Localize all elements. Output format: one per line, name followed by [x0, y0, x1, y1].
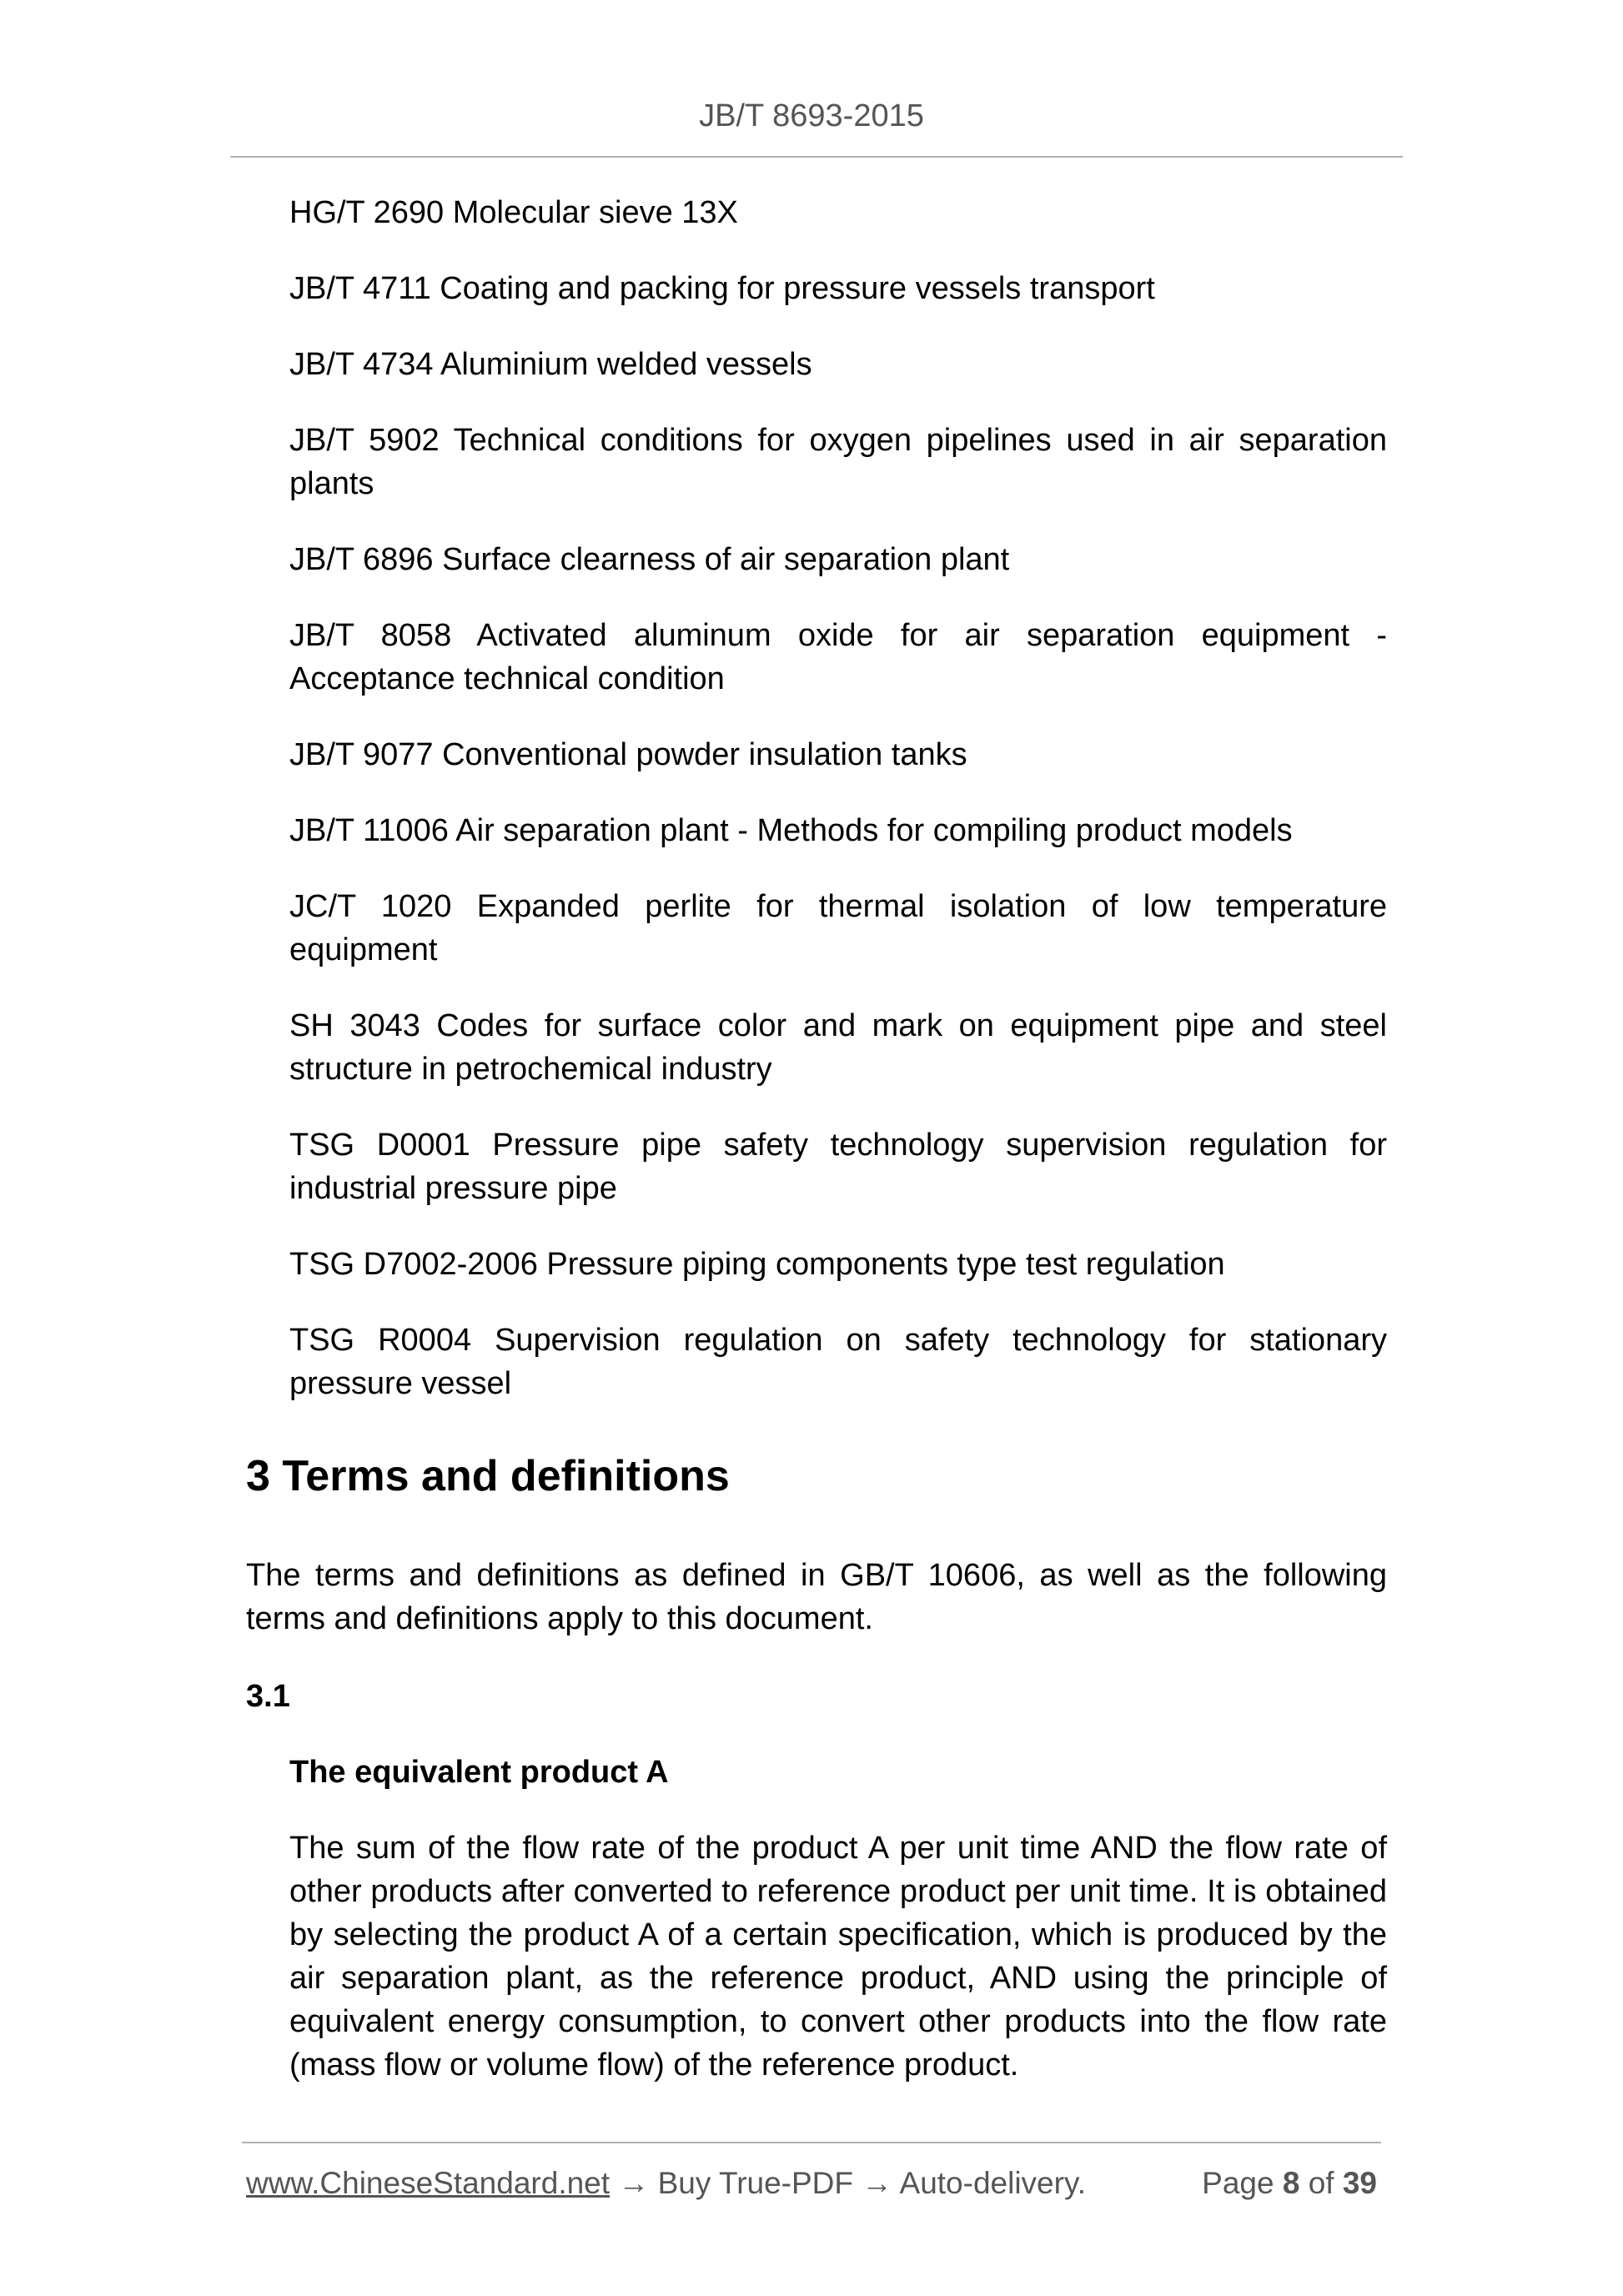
page-header: JB/T 8693-2015	[699, 98, 924, 133]
reference-item: JB/T 4711 Coating and packing for pressure vessels transport	[289, 271, 1155, 306]
normative-references-list	[289, 191, 1387, 1438]
reference-item: SH 3043 Codes for surface color and mark on equipment pipe and steel structure in petrochemical industry	[289, 1008, 1387, 1087]
current-page-number: 8	[1282, 2166, 1300, 2200]
page-label: Page	[1202, 2166, 1274, 2200]
term-title: The equivalent product A	[289, 1755, 669, 1790]
section-heading: 3 Terms and definitions	[246, 1452, 730, 1500]
total-pages-number: 39	[1342, 2166, 1377, 2200]
footer-promo	[246, 2163, 1086, 2203]
page-indicator	[1202, 2163, 1377, 2203]
reference-item: JB/T 5902 Technical conditions for oxygen pipelines used in air separation plants	[289, 423, 1387, 501]
reference-item: TSG D0001 Pressure pipe safety technology supervision regulation for industrial pressure pipe	[289, 1128, 1387, 1206]
header-divider	[230, 156, 1403, 158]
reference-item: JB/T 11006 Air separation plant - Methods for compiling product models	[289, 813, 1293, 848]
reference-item: JB/T 9077 Conventional powder insulation tanks	[289, 737, 967, 772]
reference-item: JB/T 4734 Aluminium welded vessels	[289, 347, 812, 382]
website-link[interactable]: www.ChineseStandard.net	[246, 2166, 611, 2200]
reference-item: JB/T 8058 Activated aluminum oxide for air separation equipment - Acceptance technical condition	[289, 618, 1387, 696]
reference-item: JB/T 6896 Surface clearness of air separation plant	[289, 542, 1010, 577]
reference-item: TSG D7002-2006 Pressure piping components type test regulation	[289, 1247, 1225, 1282]
reference-item: HG/T 2690 Molecular sieve 13X	[289, 195, 738, 230]
reference-item: JC/T 1020 Expanded perlite for thermal isolation of low temperature equipment	[289, 889, 1387, 967]
term-number: 3.1	[246, 1679, 290, 1714]
footer-divider	[242, 2142, 1381, 2143]
term-definition: The sum of the flow rate of the product A per unit time AND the flow rate of other products after converted to reference product per unit time. It is obtained by selecting the product A of a certain specification, which is produced by the air separation plant, as the reference product, AND using the principle of equivalent energy consumption, to convert other products into the flow rate (mass flow or volume flow) of the reference product.	[289, 1831, 1387, 2082]
footer-tagline: → Buy True-PDF → Auto-delivery.	[610, 2166, 1086, 2200]
of-label: of	[1308, 2166, 1334, 2200]
reference-item: TSG R0004 Supervision regulation on safety technology for stationary pressure vessel	[289, 1323, 1387, 1401]
section-intro: The terms and definitions as defined in GB/T 10606, as well as the following terms and definitions apply to this document.	[246, 1558, 1387, 1636]
